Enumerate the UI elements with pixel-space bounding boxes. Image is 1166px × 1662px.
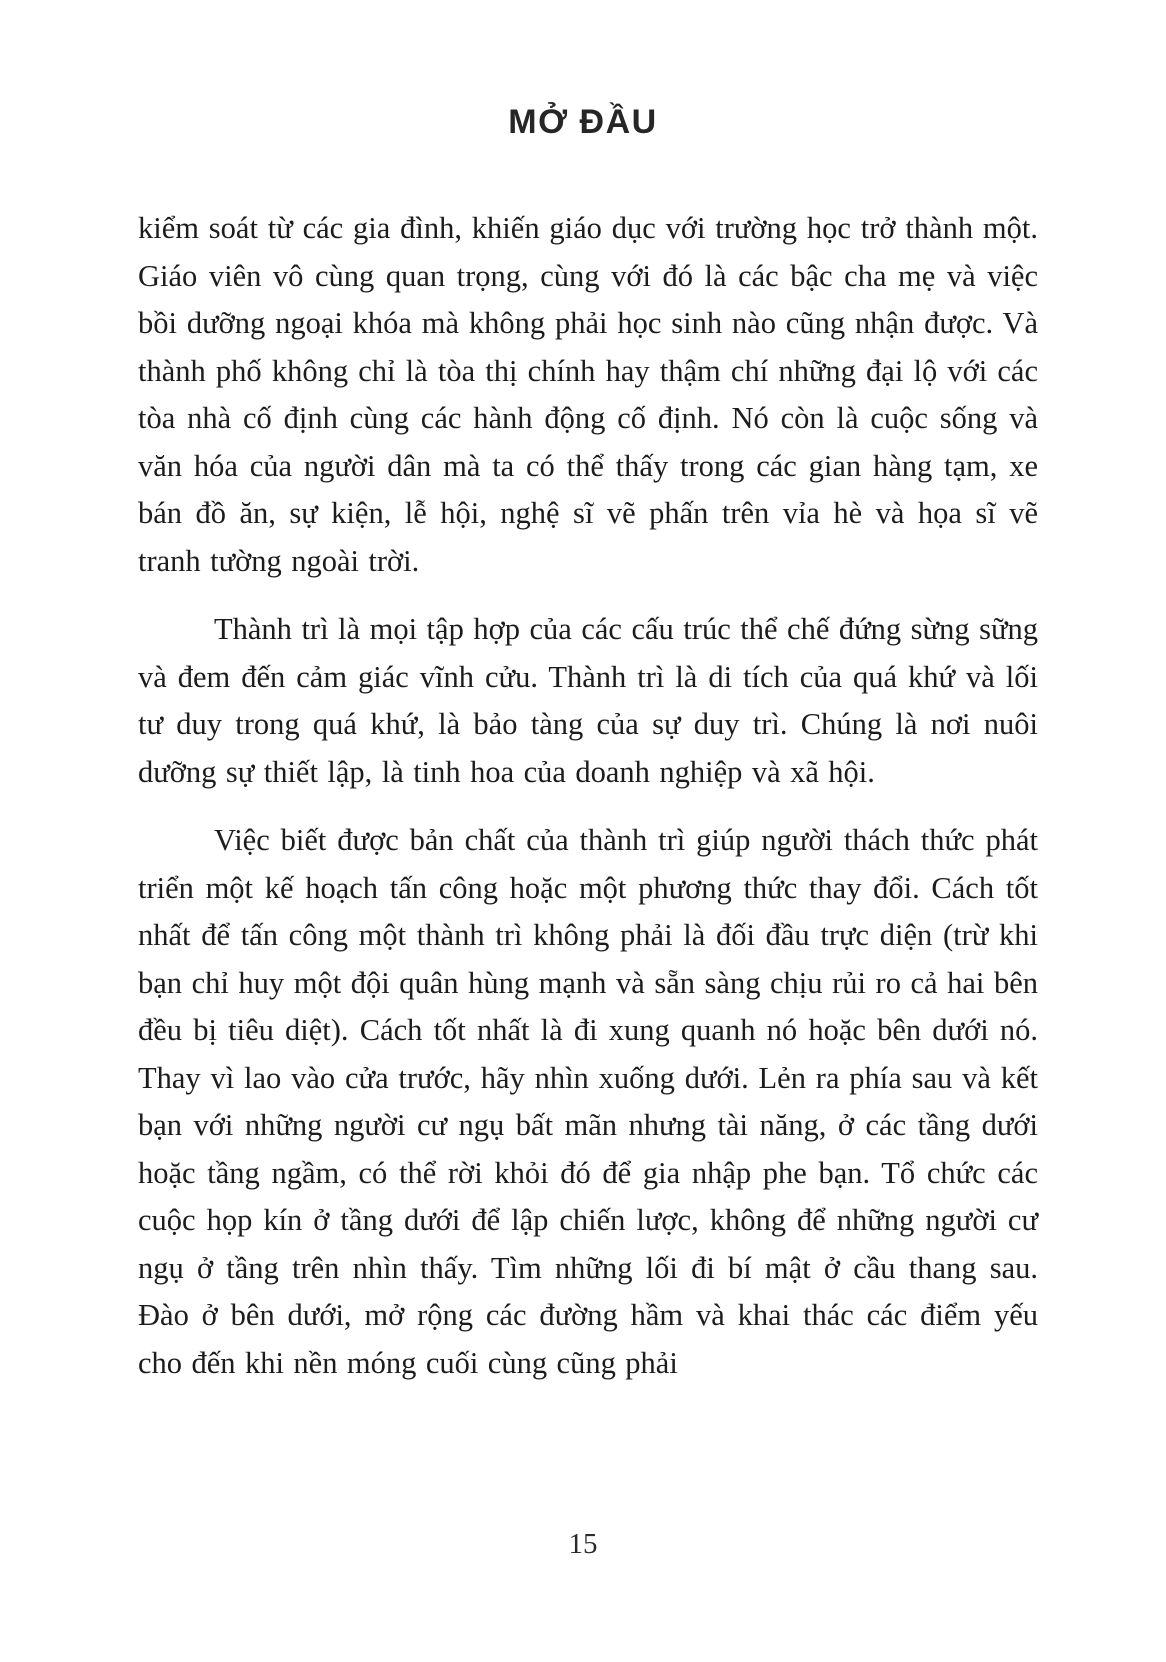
- paragraph: Thành trì là mọi tập hợp của các cấu trúc thể chế đứng sừng sững và đem đến cảm giác vĩnh cửu. Thành trì là di tích của quá khứ và lối tư duy trong quá khứ, là bảo tàng của sự duy trì. Chúng là nơi nuôi dưỡng sự thiết lập, là tinh hoa của doanh nghiệp và xã hội.: [138, 612, 1038, 789]
- chapter-heading: MỞ ĐẦU: [508, 103, 658, 141]
- page-number: 15: [568, 1528, 598, 1560]
- paragraph-continuation: kiểm soát từ các gia đình, khiến giáo dục với trường học trở thành một. Giáo viên vô cùng quan trọng, cùng với đó là các bậc cha mẹ và việc bồi dưỡng ngoại khóa mà không phải học sinh nào cũng nhận được. Và thành phố không chỉ là tòa thị chính hay thậm chí những đại lộ với các tòa nhà cố định cùng các hành động cố định. Nó còn là cuộc sống và văn hóa của người dân mà ta có thể thấy trong các gian hàng tạm, xe bán đồ ăn, sự kiện, lễ hội, nghệ sĩ vẽ phấn trên vỉa hè và họa sĩ vẽ tranh tường ngoài trời.: [138, 211, 1038, 578]
- paragraph: Việc biết được bản chất của thành trì giúp người thách thức phát triển một kế hoạch tấn công hoặc một phương thức thay đổi. Cách tốt nhất để tấn công một thành trì không phải là đối đầu trực diện (trừ khi bạn chỉ huy một đội quân hùng mạnh và sẵn sàng chịu rủi ro cả hai bên đều bị tiêu diệt). Cách tốt nhất là đi xung quanh nó hoặc bên dưới nó. Thay vì lao vào cửa trước, hãy nhìn xuống dưới. Lẻn ra phía sau và kết bạn với những người cư ngụ bất mãn nhưng tài năng, ở các tầng dưới hoặc tầng ngầm, có thể rời khỏi đó để gia nhập phe bạn. Tổ chức các cuộc họp kín ở tầng dưới để lập chiến lược, không để những người cư ngụ ở tầng trên nhìn thấy. Tìm những lối đi bí mật ở cầu thang sau. Đào ở bên dưới, mở rộng các đường hầm và khai thác các điểm yếu cho đến khi nền móng cuối cùng cũng phải: [138, 823, 1038, 1380]
- body-text: [138, 205, 1038, 1408]
